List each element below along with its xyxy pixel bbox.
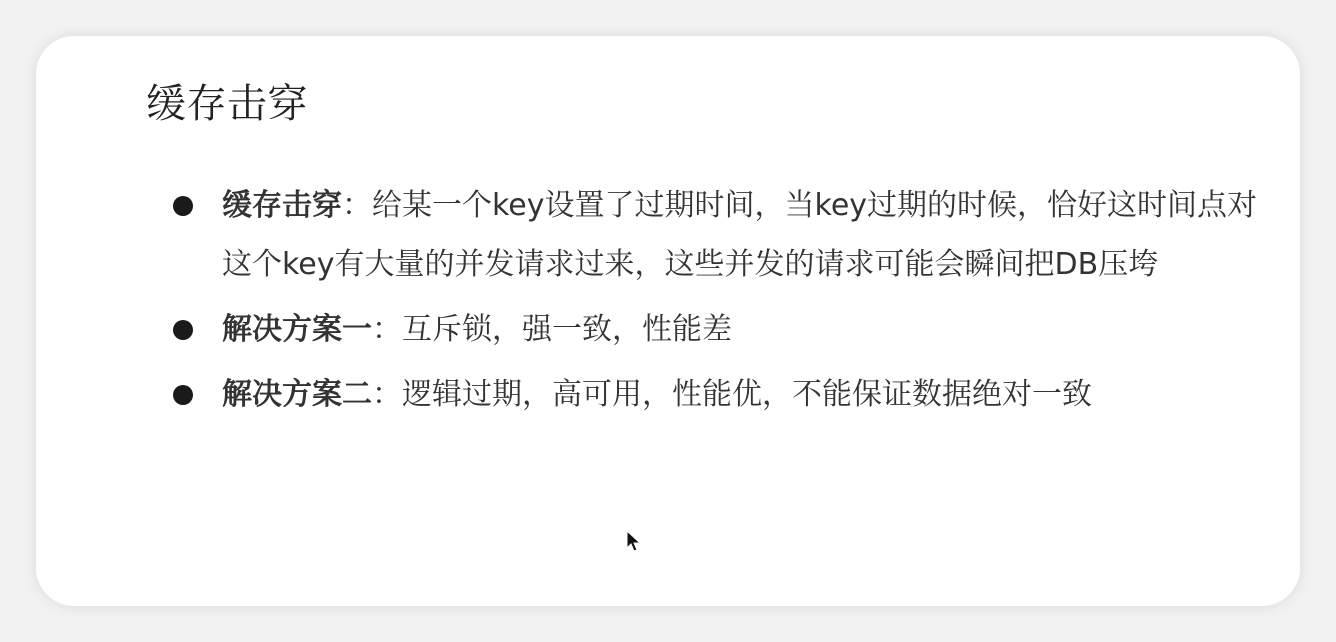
bullet-item-cache-breakdown — [166, 176, 1286, 294]
bullet-text: 给某一个key设置了过期时间，当key过期的时候，恰好这时间点对这个key有大量的并发请求过来，这些并发的请求可能会瞬间把DB压垮 — [222, 188, 1258, 282]
bullet-dot-icon — [173, 320, 193, 340]
bullet-text: 逻辑过期，高可用，性能优，不能保证数据绝对一致 — [402, 377, 1092, 412]
bullet-item-solution-two — [166, 365, 1286, 424]
bullet-list — [166, 176, 1286, 430]
bullet-term: 缓存击穿 — [222, 188, 342, 223]
slide-card — [36, 36, 1300, 606]
bullet-text: 互斥锁，强一致，性能差 — [402, 312, 732, 347]
bullet-dot-icon — [173, 385, 193, 405]
mouse-pointer-icon — [626, 530, 642, 554]
slide-title: 缓存击穿 — [146, 81, 308, 127]
bullet-dot-icon — [173, 196, 193, 216]
bullet-separator: ： — [342, 188, 372, 223]
bullet-item-solution-one — [166, 300, 1286, 359]
bullet-term: 解决方案一 — [222, 312, 372, 347]
bullet-separator: ： — [372, 377, 402, 412]
bullet-term: 解决方案二 — [222, 377, 372, 412]
bullet-separator: ： — [372, 312, 402, 347]
